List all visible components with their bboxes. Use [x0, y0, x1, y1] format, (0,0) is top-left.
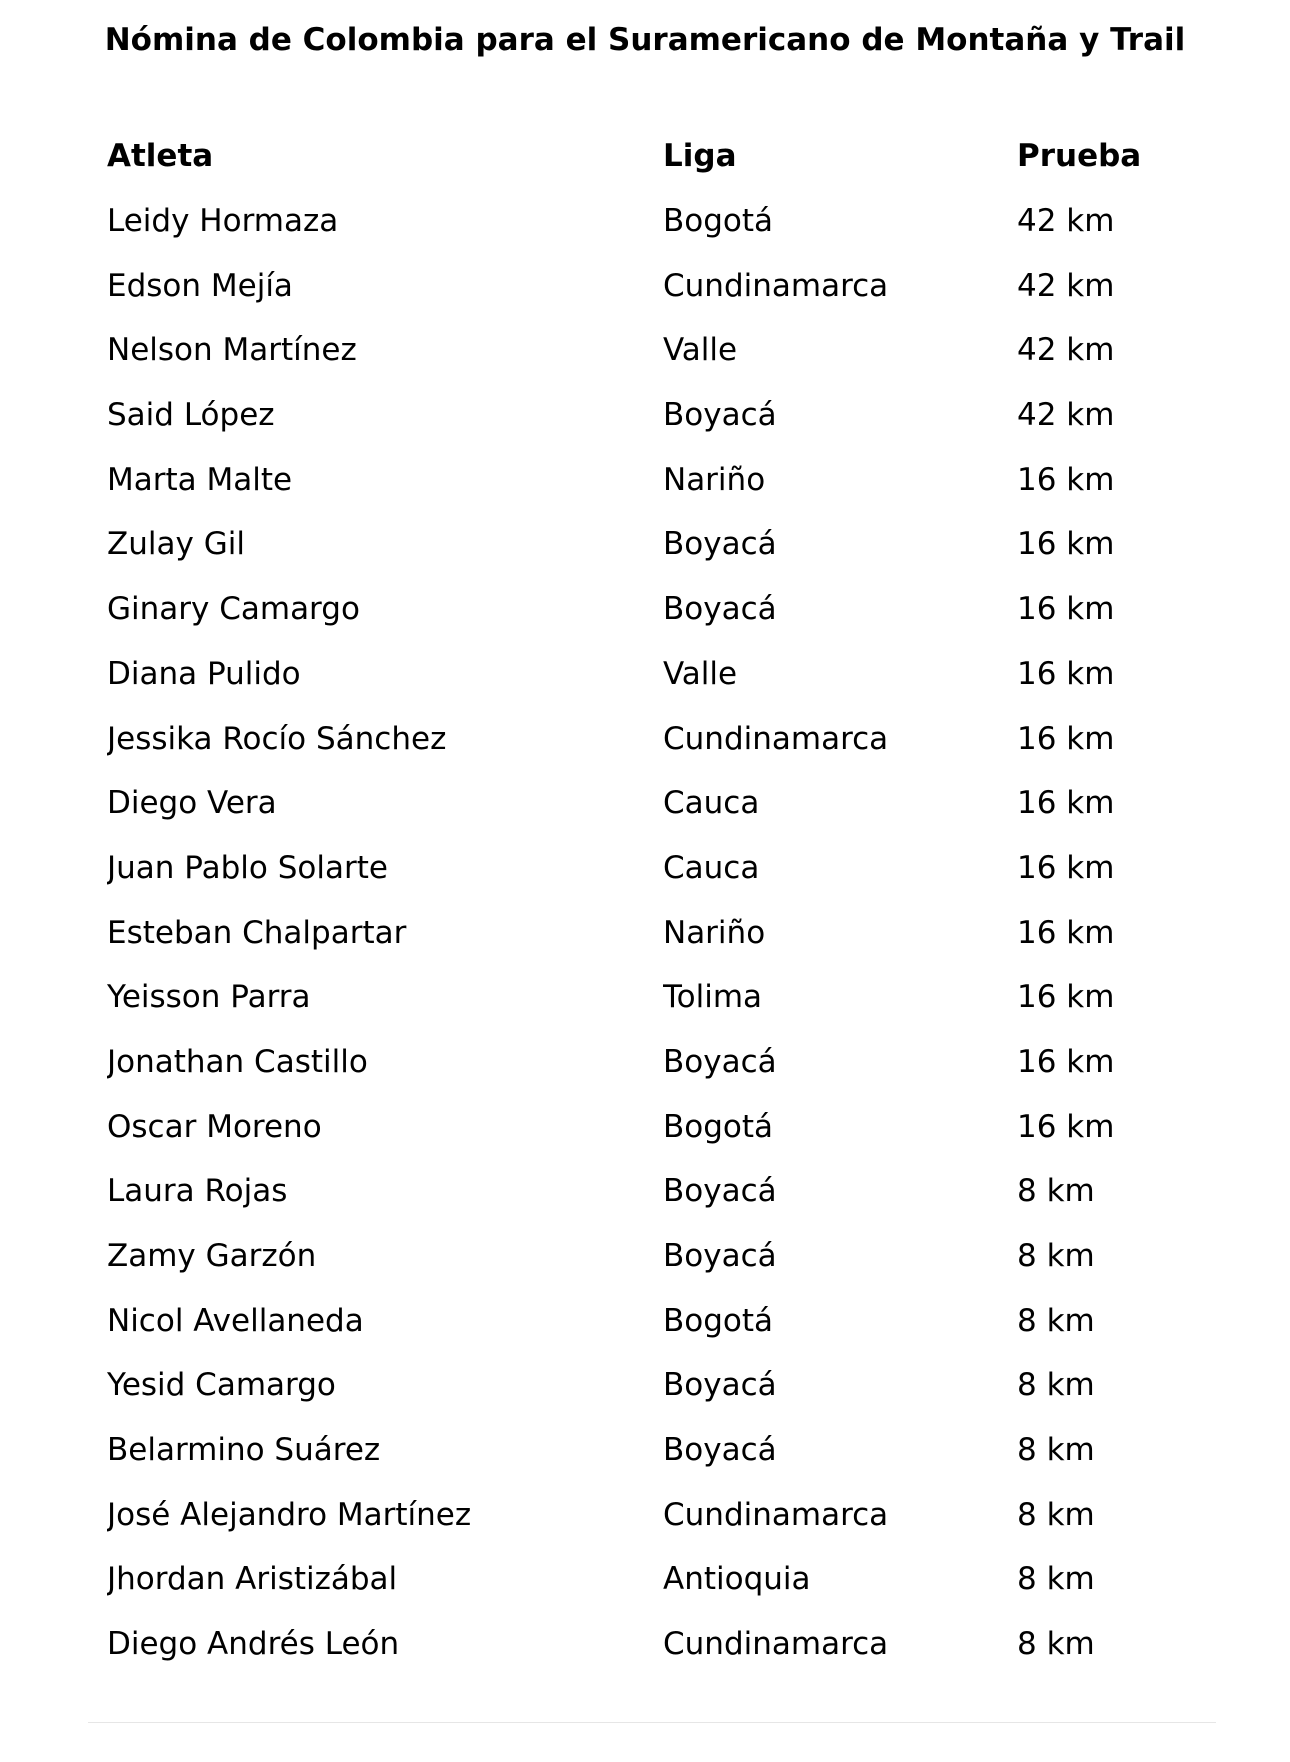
cell-prueba: 16 km: [1017, 849, 1115, 886]
cell-prueba: 16 km: [1017, 591, 1115, 628]
cell-atleta: Marta Malte: [107, 461, 293, 498]
cell-liga: Cundinamarca: [663, 267, 889, 304]
cell-prueba: 16 km: [1017, 526, 1115, 563]
cell-atleta: Yesid Camargo: [107, 1367, 336, 1404]
cell-liga: Valle: [663, 332, 738, 369]
table-row: [107, 836, 1207, 901]
cell-atleta: Laura Rojas: [107, 1173, 288, 1210]
roster-table-body: [107, 189, 1207, 1677]
roster-table-header: [107, 124, 1207, 189]
cell-atleta: Jonathan Castillo: [107, 1043, 368, 1080]
cell-liga: Cundinamarca: [663, 720, 889, 757]
cell-atleta: Diego Vera: [107, 785, 277, 822]
bottom-divider: [88, 1722, 1216, 1723]
cell-prueba: 42 km: [1017, 203, 1115, 240]
table-row: [107, 512, 1207, 577]
cell-liga: Nariño: [663, 914, 766, 951]
cell-prueba: 16 km: [1017, 1043, 1115, 1080]
cell-atleta: Zulay Gil: [107, 526, 245, 563]
cell-prueba: 8 km: [1017, 1367, 1095, 1404]
table-row: [107, 706, 1207, 771]
cell-prueba: 16 km: [1017, 1108, 1115, 1145]
cell-atleta: Nicol Avellaneda: [107, 1302, 364, 1339]
table-row: [107, 1547, 1207, 1612]
cell-prueba: 8 km: [1017, 1238, 1095, 1275]
cell-prueba: 8 km: [1017, 1496, 1095, 1533]
cell-liga: Boyacá: [663, 1367, 777, 1404]
table-row: [107, 1418, 1207, 1483]
cell-liga: Nariño: [663, 461, 766, 498]
cell-prueba: 8 km: [1017, 1561, 1095, 1598]
cell-liga: Boyacá: [663, 591, 777, 628]
cell-liga: Bogotá: [663, 1302, 774, 1339]
cell-atleta: Ginary Camargo: [107, 591, 360, 628]
cell-atleta: Jhordan Aristizábal: [107, 1561, 398, 1598]
cell-liga: Cundinamarca: [663, 1496, 889, 1533]
cell-prueba: 16 km: [1017, 720, 1115, 757]
cell-atleta: Zamy Garzón: [107, 1238, 317, 1275]
cell-liga: Cundinamarca: [663, 1626, 889, 1663]
cell-atleta: Edson Mejía: [107, 267, 293, 304]
table-row: [107, 577, 1207, 642]
cell-atleta: Diego Andrés León: [107, 1626, 400, 1663]
cell-liga: Valle: [663, 655, 738, 692]
cell-prueba: 16 km: [1017, 785, 1115, 822]
cell-prueba: 8 km: [1017, 1302, 1095, 1339]
table-row: [107, 447, 1207, 512]
roster-table: [107, 124, 1207, 1677]
table-row: [107, 1159, 1207, 1224]
table-row: [107, 900, 1207, 965]
table-header-row: [107, 124, 1207, 189]
table-row: [107, 1482, 1207, 1547]
table-row: [107, 318, 1207, 383]
table-row: [107, 383, 1207, 448]
cell-prueba: 16 km: [1017, 979, 1115, 1016]
cell-atleta: Juan Pablo Solarte: [107, 849, 388, 886]
table-row: [107, 965, 1207, 1030]
cell-prueba: 16 km: [1017, 655, 1115, 692]
cell-prueba: 16 km: [1017, 461, 1115, 498]
cell-atleta: Diana Pulido: [107, 655, 301, 692]
column-header-prueba: Prueba: [1017, 138, 1142, 175]
column-header-atleta: Atleta: [107, 138, 214, 175]
cell-liga: Bogotá: [663, 1108, 774, 1145]
table-row: [107, 1353, 1207, 1418]
cell-prueba: 16 km: [1017, 914, 1115, 951]
table-row: [107, 1094, 1207, 1159]
cell-liga: Boyacá: [663, 397, 777, 434]
cell-liga: Cauca: [663, 785, 760, 822]
cell-prueba: 42 km: [1017, 397, 1115, 434]
cell-prueba: 42 km: [1017, 332, 1115, 369]
cell-liga: Bogotá: [663, 203, 774, 240]
cell-atleta: Oscar Moreno: [107, 1108, 322, 1145]
table-row: [107, 1224, 1207, 1289]
cell-atleta: Belarmino Suárez: [107, 1432, 381, 1469]
table-row: [107, 1612, 1207, 1677]
table-row: [107, 189, 1207, 254]
document-title: Nómina de Colombia para el Suramericano de Montaña y Trail: [104, 22, 1186, 58]
cell-liga: Boyacá: [663, 1043, 777, 1080]
cell-atleta: Nelson Martínez: [107, 332, 357, 369]
cell-atleta: José Alejandro Martínez: [107, 1496, 472, 1533]
cell-liga: Boyacá: [663, 1432, 777, 1469]
cell-atleta: Said López: [107, 397, 275, 434]
cell-prueba: 8 km: [1017, 1173, 1095, 1210]
cell-liga: Boyacá: [663, 1173, 777, 1210]
table-row: [107, 253, 1207, 318]
cell-liga: Antioquia: [663, 1561, 811, 1598]
cell-atleta: Jessika Rocío Sánchez: [107, 720, 447, 757]
cell-liga: Tolima: [663, 979, 763, 1016]
column-header-liga: Liga: [663, 138, 737, 175]
table-row: [107, 771, 1207, 836]
cell-liga: Boyacá: [663, 1238, 777, 1275]
cell-liga: Cauca: [663, 849, 760, 886]
table-row: [107, 642, 1207, 707]
cell-prueba: 8 km: [1017, 1626, 1095, 1663]
cell-atleta: Yeisson Parra: [107, 979, 311, 1016]
table-row: [107, 1288, 1207, 1353]
cell-prueba: 42 km: [1017, 267, 1115, 304]
cell-liga: Boyacá: [663, 526, 777, 563]
cell-atleta: Leidy Hormaza: [107, 203, 339, 240]
table-row: [107, 1030, 1207, 1095]
cell-atleta: Esteban Chalpartar: [107, 914, 407, 951]
cell-prueba: 8 km: [1017, 1432, 1095, 1469]
